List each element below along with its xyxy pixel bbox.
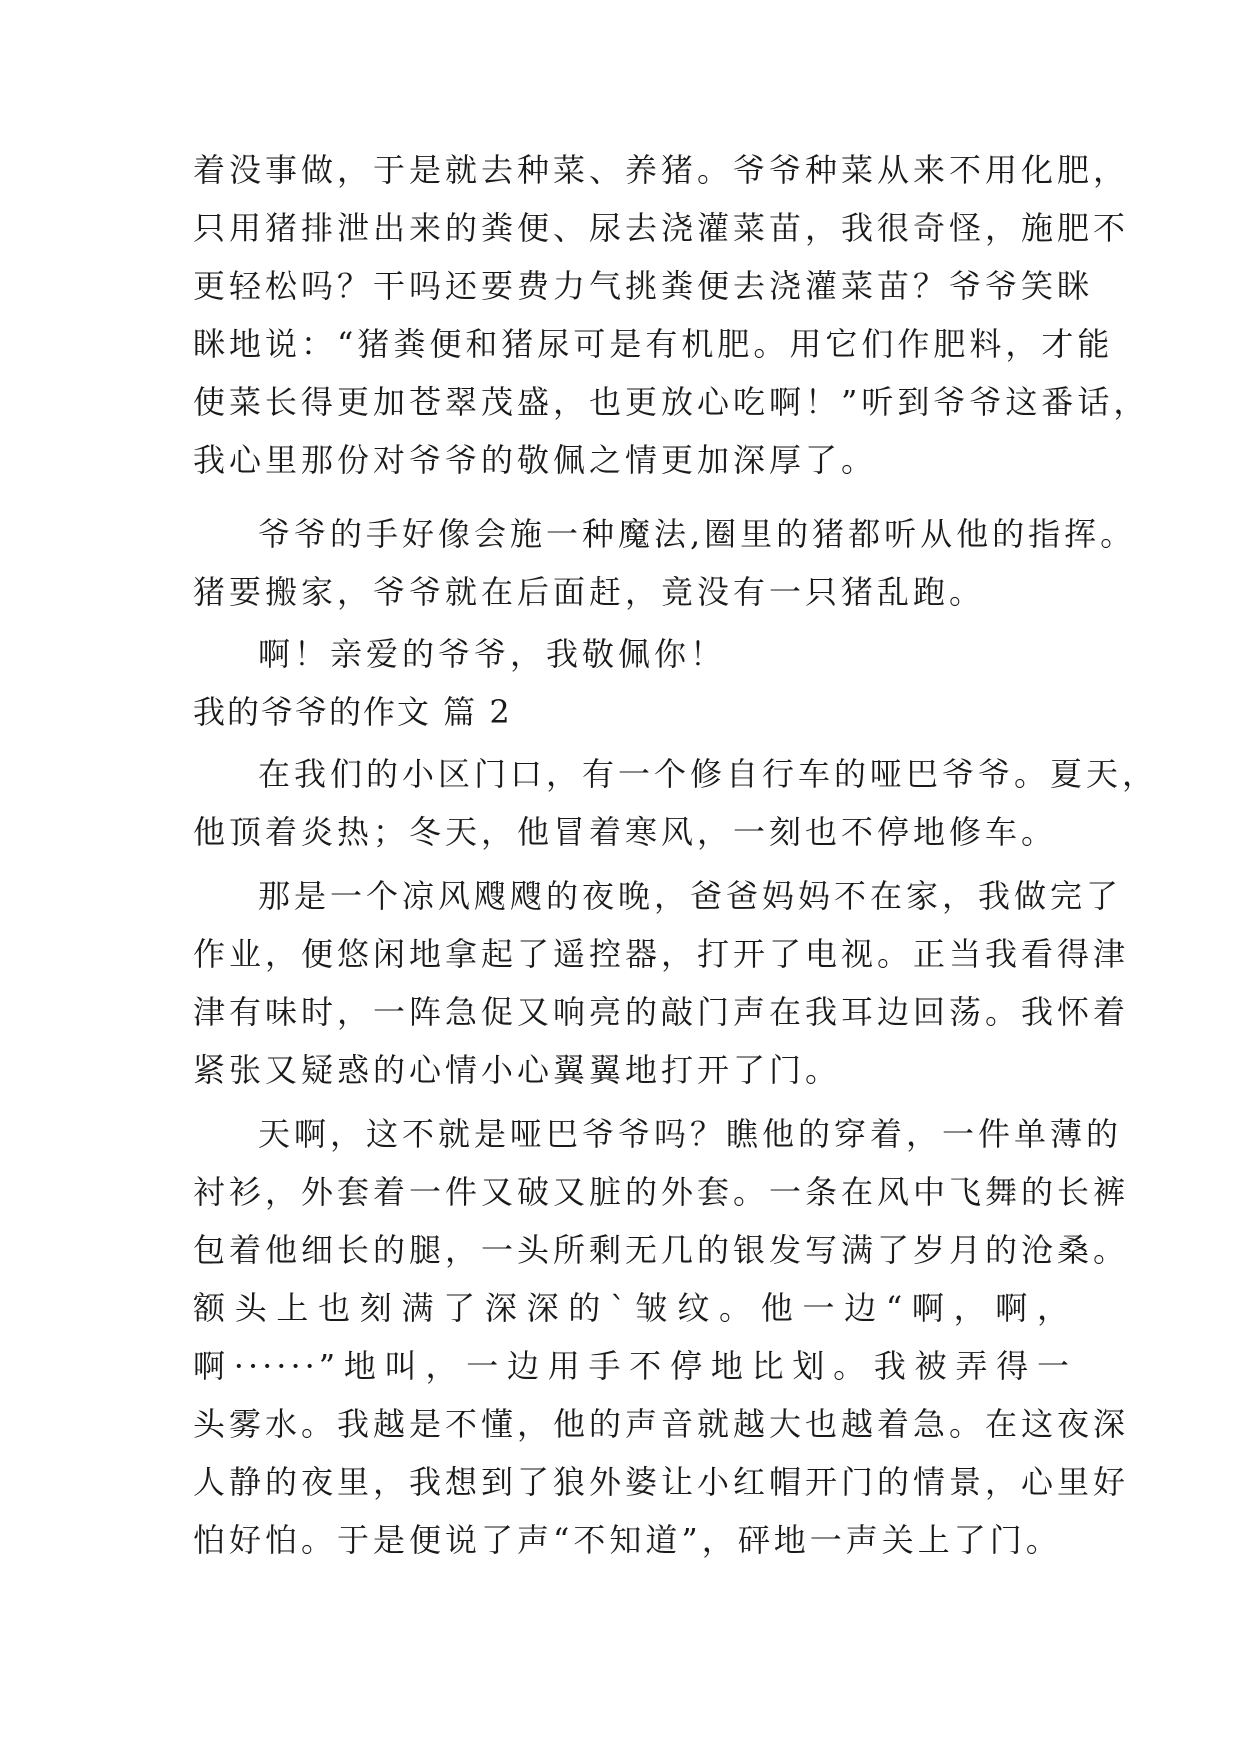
- section-heading: 我的爷爷的作文 篇 2: [193, 693, 512, 731]
- paragraph-first-line: 天啊，这不就是哑巴爷爷吗？瞧他的穿着，一件单薄的: [258, 1115, 1123, 1153]
- text-line: 啊······”地叫，一边用手不停地比划。我被弄得一: [193, 1347, 1073, 1385]
- paragraph-first-line: 在我们的小区门口，有一个修自行车的哑巴爷爷。夏天，: [258, 755, 1159, 793]
- text-line: 眯地说：“猪粪便和猪尿可是有机肥。用它们作肥料，才能: [193, 325, 1114, 363]
- text-line: 紧张又疑惑的心情小心翼翼地打开了门。: [193, 1051, 842, 1089]
- text-line: 包着他细长的腿，一头所剩无几的银发写满了岁月的沧桑。: [193, 1231, 1130, 1269]
- text-line: 只用猪排泄出来的粪便、尿去浇灌菜苗，我很奇怪，施肥不: [193, 209, 1130, 247]
- text-line: 衬衫，外套着一件又破又脏的外套。一条在风中飞舞的长裤: [193, 1173, 1130, 1211]
- text-line: 我心里那份对爷爷的敬佩之情更加深厚了。: [193, 441, 878, 479]
- text-line: 额头上也刻满了深深的`皱纹。他一边“啊，啊，: [193, 1289, 1073, 1327]
- text-line: 他顶着炎热；冬天，他冒着寒风，一刻也不停地修车。: [193, 813, 1058, 851]
- text-line: 作业，便悠闲地拿起了遥控器，打开了电视。正当我看得津: [193, 935, 1130, 973]
- text-line: 使菜长得更加苍翠茂盛，也更放心吃啊！”听到爷爷这番话，: [193, 383, 1150, 421]
- text-line: 着没事做，于是就去种菜、养猪。爷爷种菜从来不用化肥，: [193, 151, 1130, 189]
- text-line: 头雾水。我越是不懂，他的声音就越大也越着急。在这夜深: [193, 1405, 1130, 1443]
- text-line: 猪要搬家，爷爷就在后面赶，竟没有一只猪乱跑。: [193, 573, 986, 611]
- paragraph-first-line: 那是一个凉风飕飕的夜晚，爸爸妈妈不在家，我做完了: [258, 877, 1123, 915]
- text-line: 人静的夜里，我想到了狼外婆让小红帽开门的情景，心里好: [193, 1463, 1130, 1501]
- text-line: 津有味时，一阵急促又响亮的敲门声在我耳边回荡。我怀着: [193, 993, 1130, 1031]
- text-line: 更轻松吗？干吗还要费力气挑粪便去浇灌菜苗？爷爷笑眯: [193, 267, 1094, 305]
- paragraph-first-line: 爷爷的手好像会施一种魔法,圈里的猪都听从他的指挥。: [258, 515, 1137, 553]
- text-line: 怕好怕。于是便说了声“不知道”，砰地一声关上了门。: [193, 1521, 1062, 1559]
- paragraph-first-line: 啊！亲爱的爷爷，我敬佩你！: [258, 635, 727, 673]
